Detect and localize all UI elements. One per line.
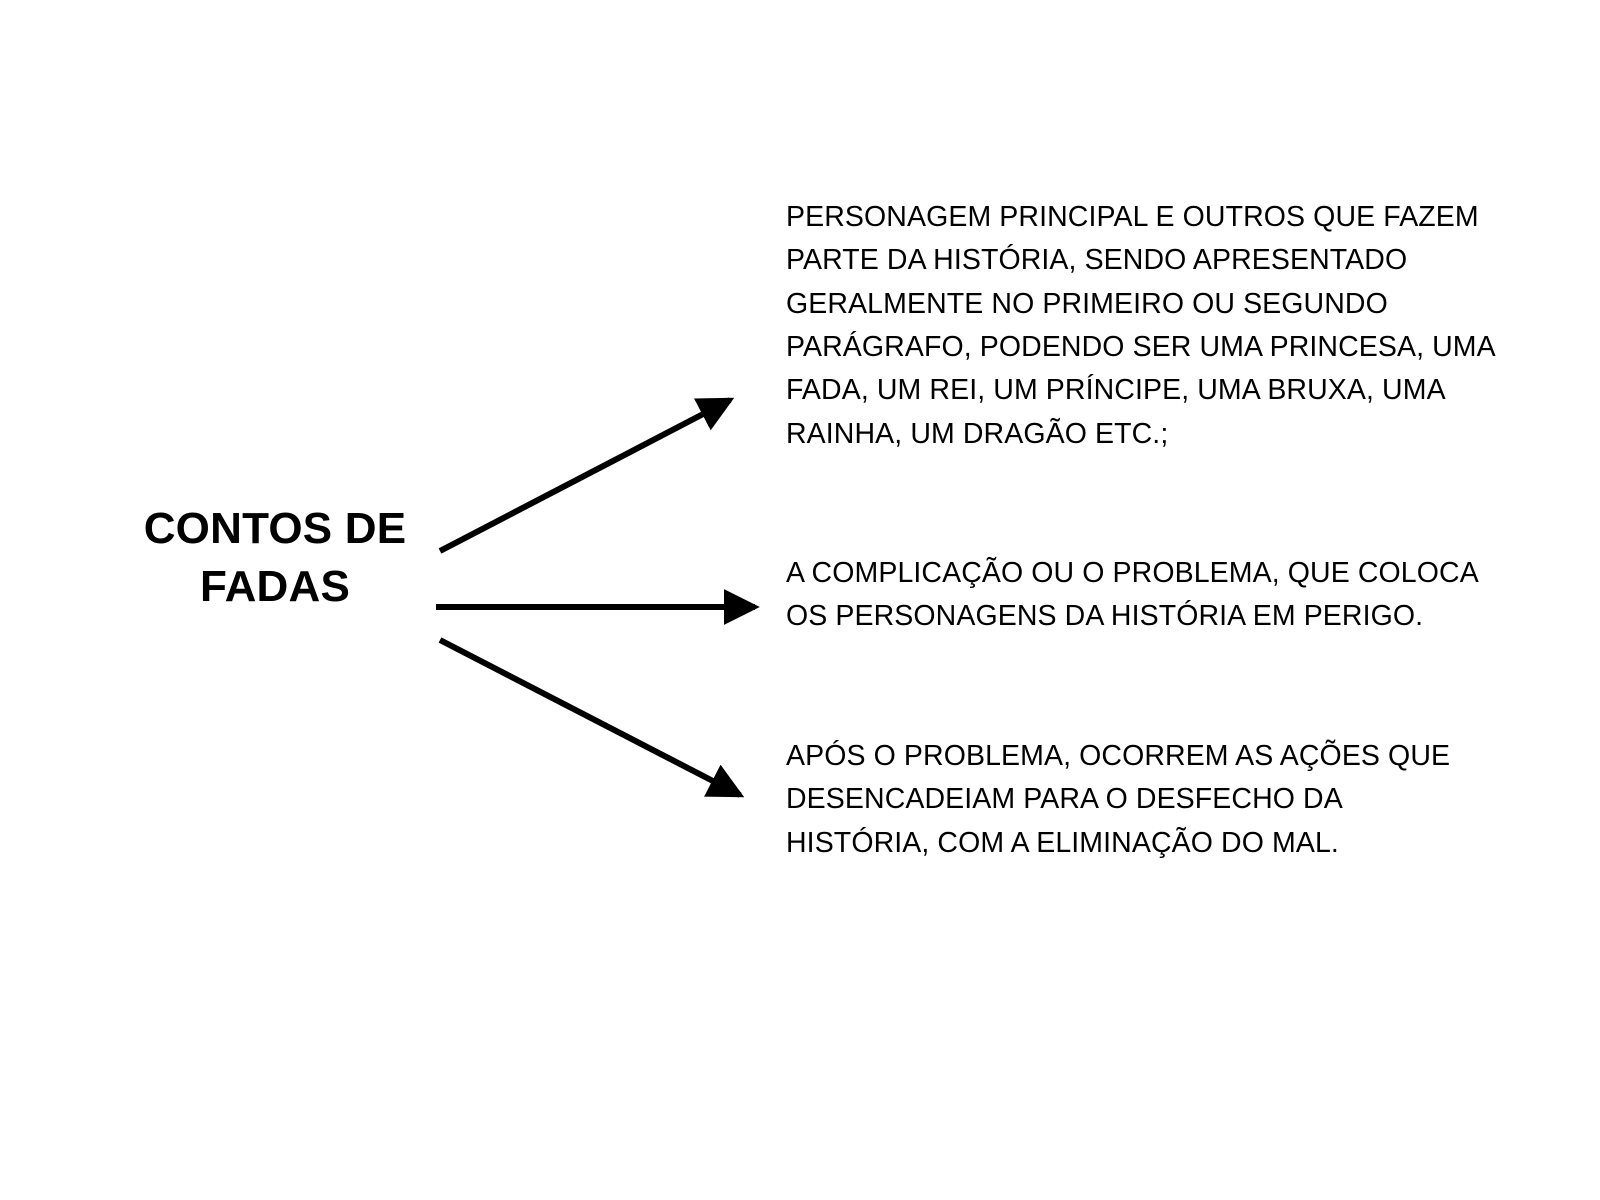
branch-text-personagens: PERSONAGEM PRINCIPAL E OUTROS QUE FAZEM PARTE DA HISTÓRIA, SENDO APRESENTADO GERALMENTE NO PRIMEIRO OU SEGUNDO PARÁGRAFO, PODENDO SER UMA PRINCESA, UMA FADA, UM REI, UM PRÍNCIPE, UMA BRUXA, UMA RAINHA, UM DRAGÃO ETC.; bbox=[786, 201, 1495, 450]
root-node-label: CONTOS DE FADAS bbox=[143, 504, 407, 612]
arrow-to-branch-1 bbox=[440, 400, 730, 551]
branch-text-desfecho: APÓS O PROBLEMA, OCORREM AS AÇÕES QUE DESENCADEIAM PARA O DESFECHO DA HISTÓRIA, COM A ELIMINAÇÃO DO MAL. bbox=[786, 740, 1451, 859]
branch-text-complicacao: A COMPLICAÇÃO OU O PROBLEMA, QUE COLOCA OS PERSONAGENS DA HISTÓRIA EM PERIGO. bbox=[786, 557, 1478, 633]
arrow-to-branch-3 bbox=[440, 640, 740, 795]
